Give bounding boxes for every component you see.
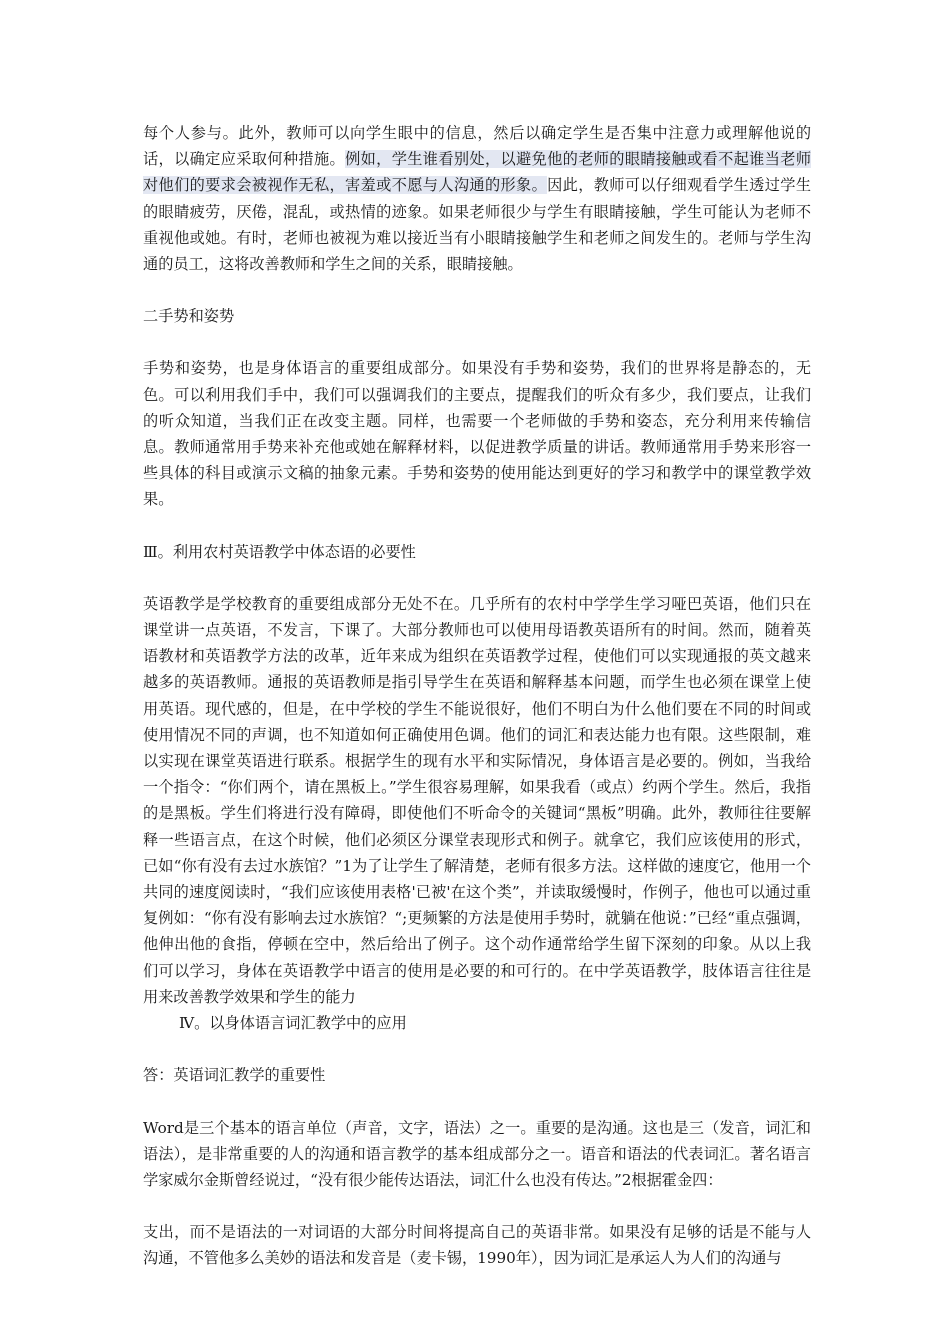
paragraph-necessity: 英语教学是学校教育的重要组成部分无处不在。几乎所有的农村中学学生学习哑巴英语，他们只在课堂讲一点英语，不发言，下课了。大部分教师也可以使用母语教英语所有的时间。然而，随着英语教材和英语教学方法的改革，近年来成为组织在英语教学过程，使他们可以实现通报的英文越来越多的英语教师。通报的英语教师是指引导学生在英语和解释基本问题，而学生也必须在课堂上使用英语。现代感的，但是，在中学校的学生不能说很好，他们不明白为什么他们要在不同的时间或使用情况不同的声调，也不知道如何正确使用色调。他们的词汇和表达能力也有限。这些限制，难以实现在课堂英语进行联系。根据学生的现有水平和实际情况，身体语言是必要的。例如，当我给一个指令：“你们两个，请在黑板上。”学生很容易理解，如果我看（或点）约两个学生。然后，我指的是黑板。学生们将进行没有障碍，即使他们不听命令的关键词“黑板”明确。此外，教师往往要解释一些语言点，在这个时候，他们必须区分课堂表现形式和例子。就拿它，我们应该使用的形式，已如“你有没有去过水族馆？”1为了让学生了解清楚，老师有很多方法。这样做的速度它，他用一个共同的速度阅读时，“我们应该使用表格'已被'在这个类”，并读取缓慢时，作例子，他也可以通过重复例如：“你有没有影响去过水族馆？“;更频繁的方法是使用手势时，就躺在他说：”已经“重点强调，他伸出他的食指，停顿在空中，然后给出了例子。这个动作通常给学生留下深刻的印象。从以上我们可以学习，身体在英语教学中语言的使用是必要的和可行的。在中学英语教学，肢体语言往往是用来改善教学效果和学生的能力 bbox=[143, 594, 811, 1006]
paragraph-gestures: 手势和姿势，也是身体语言的重要组成部分。如果没有手势和姿势，我们的世界将是静态的，无色。可以利用我们手中，我们可以强调我们的主要点，提醒我们的听众有多少，我们要点，让我们的听众知道，当我们正在改变主题。同样，也需要一个老师做的手势和姿态，充分利用来传输信息。教师通常用手势来补充他或她在解释材料，以促进教学质量的讲话。教师通常用手势来形容一些具体的科目或演示文稿的抽象元素。手势和姿势的使用能达到更好的学习和教学中的课堂教学效果。 bbox=[143, 359, 811, 509]
section-heading-necessity: Ⅲ。利用农村英语教学中体态语的必要性 bbox=[143, 542, 416, 561]
document-body bbox=[143, 120, 811, 1272]
highlighted-text: 例如，学生谁看别处，以避免他的老师的眼睛接触或看不起谁当老师对他们的要求会被视作无私，害羞或不愿与人沟通的形象。 bbox=[143, 150, 812, 195]
paragraph-eye-contact bbox=[143, 120, 811, 277]
subheading-vocabulary-importance: 答：英语词汇教学的重要性 bbox=[143, 1066, 326, 1085]
paragraph-expenditure: 支出，而不是语法的一对词语的大部分时间将提高自己的英语非常。如果没有足够的话是不能与人沟通，不管他多么美妙的语法和发音是（麦卡锡，1990年），因为词汇是承运人为人们的沟通与 bbox=[143, 1223, 811, 1268]
section-heading-gestures: 二手势和姿势 bbox=[143, 307, 235, 326]
section-heading-application: Ⅳ。以身体语言词汇教学中的应用 bbox=[179, 1014, 407, 1033]
text-run: 因此，教师可以仔细观看学生透过学生的眼睛疲劳，厌倦，混乱，或热情的迹象。如果老师很少与学生有眼睛接触，学生可能认为老师不重视他或她。有时，老师也被视为难以接近当有小眼睛接触学生和老师之间发生的。老师与学生沟通的员工，这将改善教师和学生之间的关系，眼睛接触。 bbox=[143, 176, 812, 274]
text-run: 每个人参与。此外，教师可以向学生眼中的信息，然后以确定学生是否集中注意力或理解他说的话，以确定应采取何种措施。 bbox=[143, 124, 811, 169]
paragraph-word: Word是三个基本的语言单位（声音，文字，语法）之一。重要的是沟通。这也是三（发音，词汇和语法），是非常重要的人的沟通和语言教学的基本组成部分之一。语音和语法的代表词汇。著名语言学家威尔金斯曾经说过，“没有很少能传达语法，词汇什么也没有传达。”2根据霍金四： bbox=[143, 1118, 811, 1189]
